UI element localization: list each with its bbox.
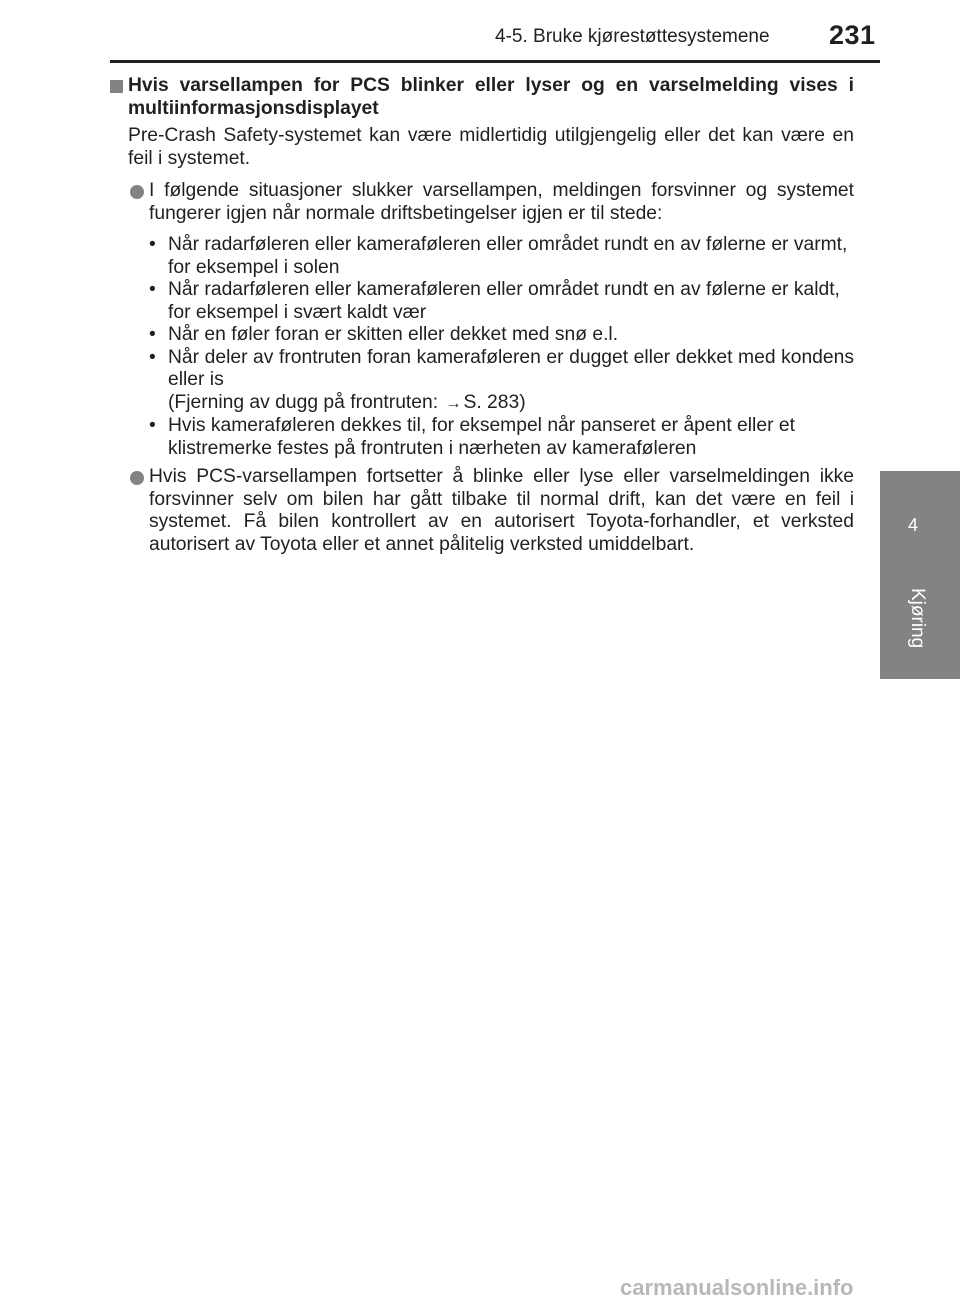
- circle-bullet-icon: [130, 471, 144, 485]
- list-item: • Hvis kameraføleren dekkes til, for eksempel når panseret er åpent eller et klistremerke festes på frontruten i nærheten av kameraføleren: [149, 415, 795, 459]
- page-link[interactable]: S. 283): [463, 391, 526, 413]
- dot-bullet-icon: •: [149, 346, 156, 368]
- header-divider: [110, 60, 880, 63]
- heading-text: Hvis varsellampen for PCS blinker eller lyser og en varselmelding vises i multiinformasjonsdisplayet: [128, 75, 854, 119]
- condition-list: [110, 234, 854, 460]
- circle-bullet-icon: [130, 185, 144, 199]
- dot-bullet-icon: •: [149, 324, 156, 345]
- list-item: • Når deler av frontruten foran kameraføleren er dugget eller dekket med kondens eller is (Fjerning av dugg på frontruten: → S. 283): [149, 347, 854, 416]
- section-heading: [110, 75, 854, 120]
- watermark: carmanualsonline.info: [620, 1275, 854, 1300]
- page-content: [110, 75, 854, 556]
- section-title: 4-5. Bruke kjørestøttesystemene: [495, 26, 770, 47]
- point-1: [110, 180, 854, 225]
- page-number: 231: [829, 20, 876, 50]
- list-item: • Når en føler foran er skitten eller dekket med snø e.l.: [149, 324, 619, 345]
- list-item: • Når radarføleren eller kameraføleren eller området rundt en av følerne er varmt, for eksempel i solen: [149, 234, 848, 278]
- point-1-text: I følgende situasjoner slukker varsellampen, meldingen forsvinner og systemet fungerer igjen når normale driftsbetingelser igjen er til stede:: [149, 180, 854, 224]
- point-2: [110, 466, 854, 556]
- dot-bullet-icon: •: [149, 279, 156, 300]
- point-2-text: Hvis PCS-varsellampen fortsetter å blinke eller lyse eller varselmeldingen ikke forsvinner selv om bilen har gått tilbake til normal drift, kan det være en feil i systemet. Få bilen kontrollert av en autorisert Toyota-forhandler, et verksted autorisert av Toyota eller et annet pålitelig verksted umiddelbart.: [149, 466, 854, 555]
- square-bullet-icon: [110, 80, 123, 93]
- dot-bullet-icon: •: [149, 234, 156, 255]
- dot-bullet-icon: •: [149, 415, 156, 436]
- chapter-tab: [880, 471, 960, 679]
- page-reference: (Fjerning av dugg på frontruten: → S. 283): [168, 392, 854, 416]
- chapter-label: Kjøring: [907, 588, 928, 649]
- arrow-right-icon: →: [445, 394, 462, 412]
- chapter-number: 4: [907, 515, 918, 535]
- list-item: • Når radarføleren eller kameraføleren eller området rundt en av følerne er kaldt, for eksempel i svært kaldt vær: [149, 279, 840, 323]
- intro-paragraph: Pre-Crash Safety-systemet kan være midlertidig utilgjengelig eller det kan være en feil i systemet.: [128, 125, 854, 169]
